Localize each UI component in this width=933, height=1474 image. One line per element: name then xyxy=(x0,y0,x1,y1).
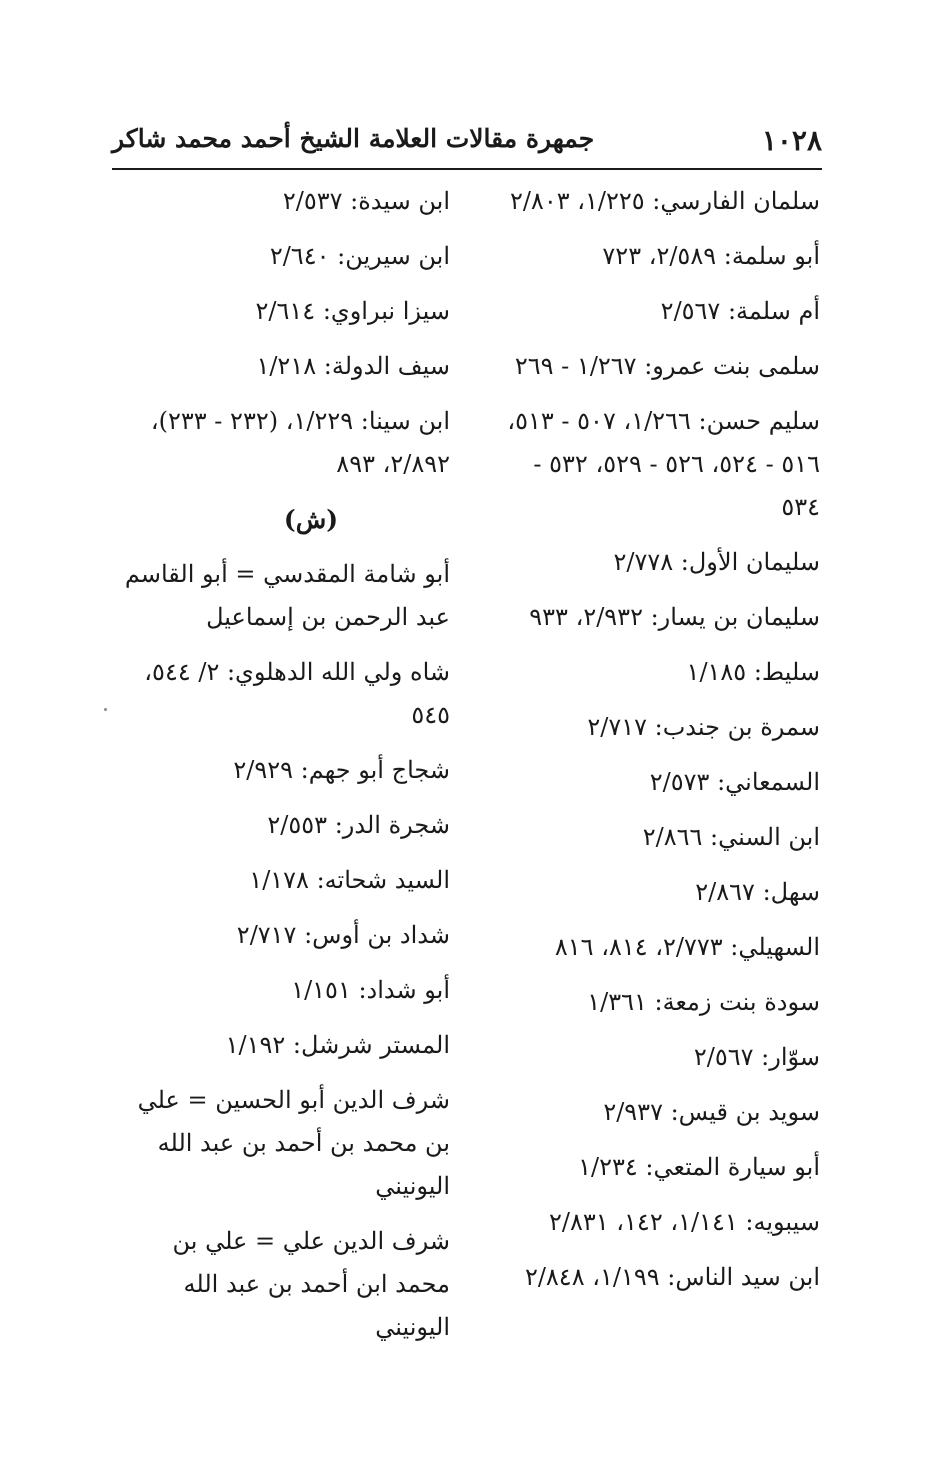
index-entry: أبو سلمة: ٢/٥٨٩، ٧٢٣ xyxy=(602,242,820,270)
running-title: جمهرة مقالات العلامة الشيخ أحمد محمد شاكر xyxy=(112,124,595,153)
page-header xyxy=(112,118,822,166)
index-entry: ابن السني: ٢/٨٦٦ xyxy=(642,823,820,851)
index-entry: أم سلمة: ٢/٥٦٧ xyxy=(660,297,820,325)
page-number: ١٠٢٨ xyxy=(761,124,822,157)
index-entry: سيف الدولة: ١/٢١٨ xyxy=(256,352,450,380)
index-entry: سليم حسن: ١/٢٦٦، ٥٠٧ - ٥١٣، ٥١٦ - ٥٢٤، ٥٢٦ - ٥٢٩، ٥٣٢ - ٥٣٤ xyxy=(507,407,820,521)
section-heading-letter: (ش) xyxy=(283,505,339,534)
index-entry: سودة بنت زمعة: ١/٣٦١ xyxy=(587,988,820,1016)
index-entry: شجاج أبو جهم: ٢/٩٢٩ xyxy=(233,756,450,784)
index-entry: شاه ولي الله الدهلوي: ٢/ ٥٤٤، ٥٤٥ xyxy=(144,658,450,729)
index-entry: ابن سيرين: ٢/٦٤٠ xyxy=(269,242,450,270)
index-entry: المستر شرشل: ١/١٩٢ xyxy=(225,1031,450,1059)
index-entry: ابن سيدة: ٢/٥٣٧ xyxy=(282,187,450,215)
index-entry: سليمان بن يسار: ٢/٩٣٢، ٩٣٣ xyxy=(529,603,820,631)
index-entry: سوّار: ٢/٥٦٧ xyxy=(693,1043,820,1071)
index-entry: سمرة بن جندب: ٢/٧١٧ xyxy=(587,713,820,741)
index-entry: سلمى بنت عمرو: ١/٢٦٧ - ٢٦٩ xyxy=(514,352,820,380)
index-entry: ابن سينا: ١/٢٢٩، (٢٣٢ - ٢٣٣)، ٢/٨٩٢، ٨٩٣ xyxy=(150,407,450,478)
index-column-right xyxy=(488,180,820,1311)
index-entry: أبو شداد: ١/١٥١ xyxy=(291,976,450,1004)
index-entry: سليط: ١/١٨٥ xyxy=(686,658,820,686)
index-column-left xyxy=(112,180,450,1361)
index-entry: شداد بن أوس: ٢/٧١٧ xyxy=(236,921,450,949)
index-entry: السهيلي: ٢/٧٧٣، ٨١٤، ٨١٦ xyxy=(554,933,820,961)
index-entry: شجرة الدر: ٢/٥٥٣ xyxy=(267,811,450,839)
index-entry: أبو شامة المقدسي = أبو القاسم عبد الرحمن بن إسماعيل xyxy=(124,560,450,631)
index-entry: ابن سيد الناس: ١/١٩٩، ٢/٨٤٨ xyxy=(524,1263,820,1291)
scan-speck xyxy=(104,708,107,711)
index-entry: سويد بن قيس: ٢/٩٣٧ xyxy=(603,1098,820,1126)
index-entry: شرف الدين علي = علي بن محمد ابن أحمد بن عبد الله اليونيني xyxy=(172,1227,450,1341)
header-rule xyxy=(112,168,822,170)
index-entry: السمعاني: ٢/٥٧٣ xyxy=(649,768,820,796)
index-entry: سلمان الفارسي: ١/٢٢٥، ٢/٨٠٣ xyxy=(509,187,820,215)
index-entry: سيزا نبراوي: ٢/٦١٤ xyxy=(255,297,450,325)
index-entry: أبو سيارة المتعي: ١/٢٣٤ xyxy=(578,1153,820,1181)
index-entry: شرف الدين أبو الحسين = علي بن محمد بن أحمد بن عبد الله اليونيني xyxy=(137,1086,450,1200)
index-entry: السيد شحاته: ١/١٧٨ xyxy=(249,866,450,894)
index-entry: سليمان الأول: ٢/٧٧٨ xyxy=(613,548,820,576)
index-entry: سهل: ٢/٨٦٧ xyxy=(695,878,820,906)
index-entry: سيبويه: ١/١٤١، ١٤٢، ٢/٨٣١ xyxy=(549,1208,820,1236)
